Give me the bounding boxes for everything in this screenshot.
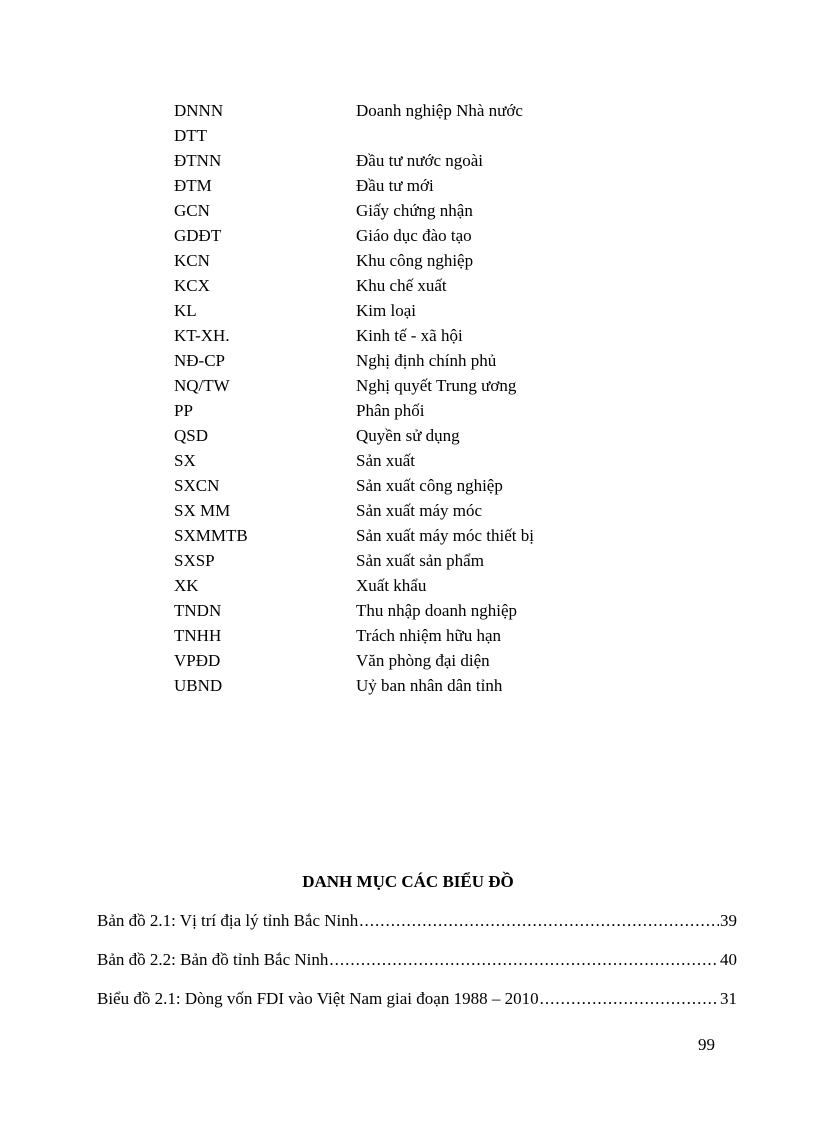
abbreviation-row: [174, 323, 734, 348]
chart-list-entry-label: Bản đồ 2.1: Vị trí địa lý tỉnh Bắc Ninh: [97, 911, 359, 930]
abbreviation-meaning: Quyền sử dụng: [356, 426, 460, 445]
chart-list-entry-label: Biểu đồ 2.1: Dòng vốn FDI vào Việt Nam giai đoạn 1988 – 2010: [97, 989, 539, 1008]
abbreviation-row: [174, 198, 734, 223]
abbreviation-code: QSD: [174, 426, 209, 445]
abbreviation-code: DTT: [174, 126, 208, 145]
abbreviation-code: KCX: [174, 276, 210, 295]
abbreviation-code: SXCN: [174, 476, 220, 495]
abbreviation-row: [174, 298, 734, 323]
chart-list-entry[interactable]: [97, 947, 737, 986]
abbreviation-code: TNHH: [174, 626, 222, 645]
abbreviation-meaning: Văn phòng đại diện: [356, 651, 490, 670]
abbreviation-row: [174, 223, 734, 248]
abbreviation-code: TNDN: [174, 601, 222, 620]
abbreviation-meaning: Đầu tư nước ngoài: [356, 151, 484, 170]
chart-list-entry[interactable]: [97, 986, 737, 1025]
abbreviation-code: PP: [174, 401, 193, 420]
abbreviation-code: XK: [174, 576, 199, 595]
abbreviation-code: NQ/TW: [174, 376, 230, 395]
abbreviation-meaning: Sản xuất: [356, 451, 416, 470]
abbreviation-code: KT-XH.: [174, 326, 230, 345]
abbreviation-row: [174, 648, 734, 673]
abbreviation-code: SX MM: [174, 501, 231, 520]
abbreviation-row: [174, 248, 734, 273]
abbreviation-code: GDĐT: [174, 226, 222, 245]
page-number: 99: [698, 1035, 715, 1054]
abbreviation-meaning: Khu công nghiệp: [356, 251, 474, 270]
abbreviation-row: [174, 398, 734, 423]
abbreviation-meaning: Kim loại: [356, 301, 416, 320]
chart-list-title: DANH MỤC CÁC BIỂU ĐỒ: [302, 872, 514, 891]
abbreviation-meaning: Khu chế xuất: [356, 276, 447, 295]
dot-leader: [359, 908, 719, 934]
abbreviation-row: [174, 498, 734, 523]
abbreviation-code: VPĐD: [174, 651, 221, 670]
abbreviation-meaning: Uỷ ban nhân dân tỉnh: [356, 676, 503, 695]
chart-list-entry[interactable]: [97, 908, 737, 947]
abbreviation-code: UBND: [174, 676, 223, 695]
abbreviation-row: [174, 98, 734, 123]
abbreviation-row: [174, 673, 734, 698]
abbreviation-meaning: Đầu tư mới: [356, 176, 434, 195]
abbreviation-meaning: Doanh nghiệp Nhà nước: [356, 101, 523, 120]
abbreviation-row: [174, 573, 734, 598]
abbreviation-meaning: Xuất khẩu: [356, 576, 427, 595]
abbreviation-code: ĐTM: [174, 176, 212, 195]
abbreviation-row: [174, 173, 734, 198]
chart-list-entry-page: 39: [720, 911, 737, 930]
chart-list-entry-page: 40: [720, 950, 737, 969]
chart-list-entry-page: 31: [720, 989, 737, 1008]
dot-leader: [540, 986, 719, 1012]
abbreviation-code: DNNN: [174, 101, 224, 120]
abbreviation-row: [174, 423, 734, 448]
chart-list-entry-label: Bản đồ 2.2: Bản đồ tỉnh Bắc Ninh: [97, 950, 329, 969]
abbreviation-code: SXMMTB: [174, 526, 248, 545]
dot-leader: [329, 947, 719, 973]
abbreviation-row: [174, 598, 734, 623]
abbreviation-row: [174, 348, 734, 373]
abbreviation-code: ĐTNN: [174, 151, 222, 170]
abbreviation-meaning: Nghị định chính phủ: [356, 351, 497, 370]
abbreviation-code: SXSP: [174, 551, 215, 570]
abbreviation-meaning: Sản xuất máy móc thiết bị: [356, 526, 534, 545]
abbreviation-row: [174, 473, 734, 498]
abbreviation-row: [174, 548, 734, 573]
abbreviation-row: [174, 523, 734, 548]
abbreviation-row: [174, 273, 734, 298]
abbreviation-row: [174, 148, 734, 173]
abbreviation-meaning: Giấy chứng nhận: [356, 201, 473, 220]
abbreviation-meaning: Giáo dục đào tạo: [356, 226, 472, 245]
abbreviation-row: [174, 373, 734, 398]
abbreviation-row: [174, 448, 734, 473]
abbreviation-code: NĐ-CP: [174, 351, 226, 370]
abbreviation-row: [174, 623, 734, 648]
abbreviation-meaning: Sản xuất máy móc: [356, 501, 483, 520]
abbreviation-code: KL: [174, 301, 197, 320]
abbreviation-code: KCN: [174, 251, 210, 270]
abbreviation-code: SX: [174, 451, 196, 470]
chart-list: [97, 908, 737, 1025]
abbreviation-meaning: Phân phối: [356, 401, 425, 420]
abbreviation-meaning: Trách nhiệm hữu hạn: [356, 626, 502, 645]
abbreviation-code: GCN: [174, 201, 210, 220]
abbreviation-meaning: Kinh tế - xã hội: [356, 326, 463, 345]
abbreviation-meaning: Thu nhập doanh nghiệp: [356, 601, 517, 620]
abbreviation-row: [174, 123, 734, 148]
abbreviation-meaning: Sản xuất công nghiệp: [356, 476, 503, 495]
abbreviation-meaning: Sản xuất sản phẩm: [356, 551, 484, 570]
abbreviation-meaning: Nghị quyết Trung ương: [356, 376, 517, 395]
abbreviation-list: [174, 98, 734, 698]
